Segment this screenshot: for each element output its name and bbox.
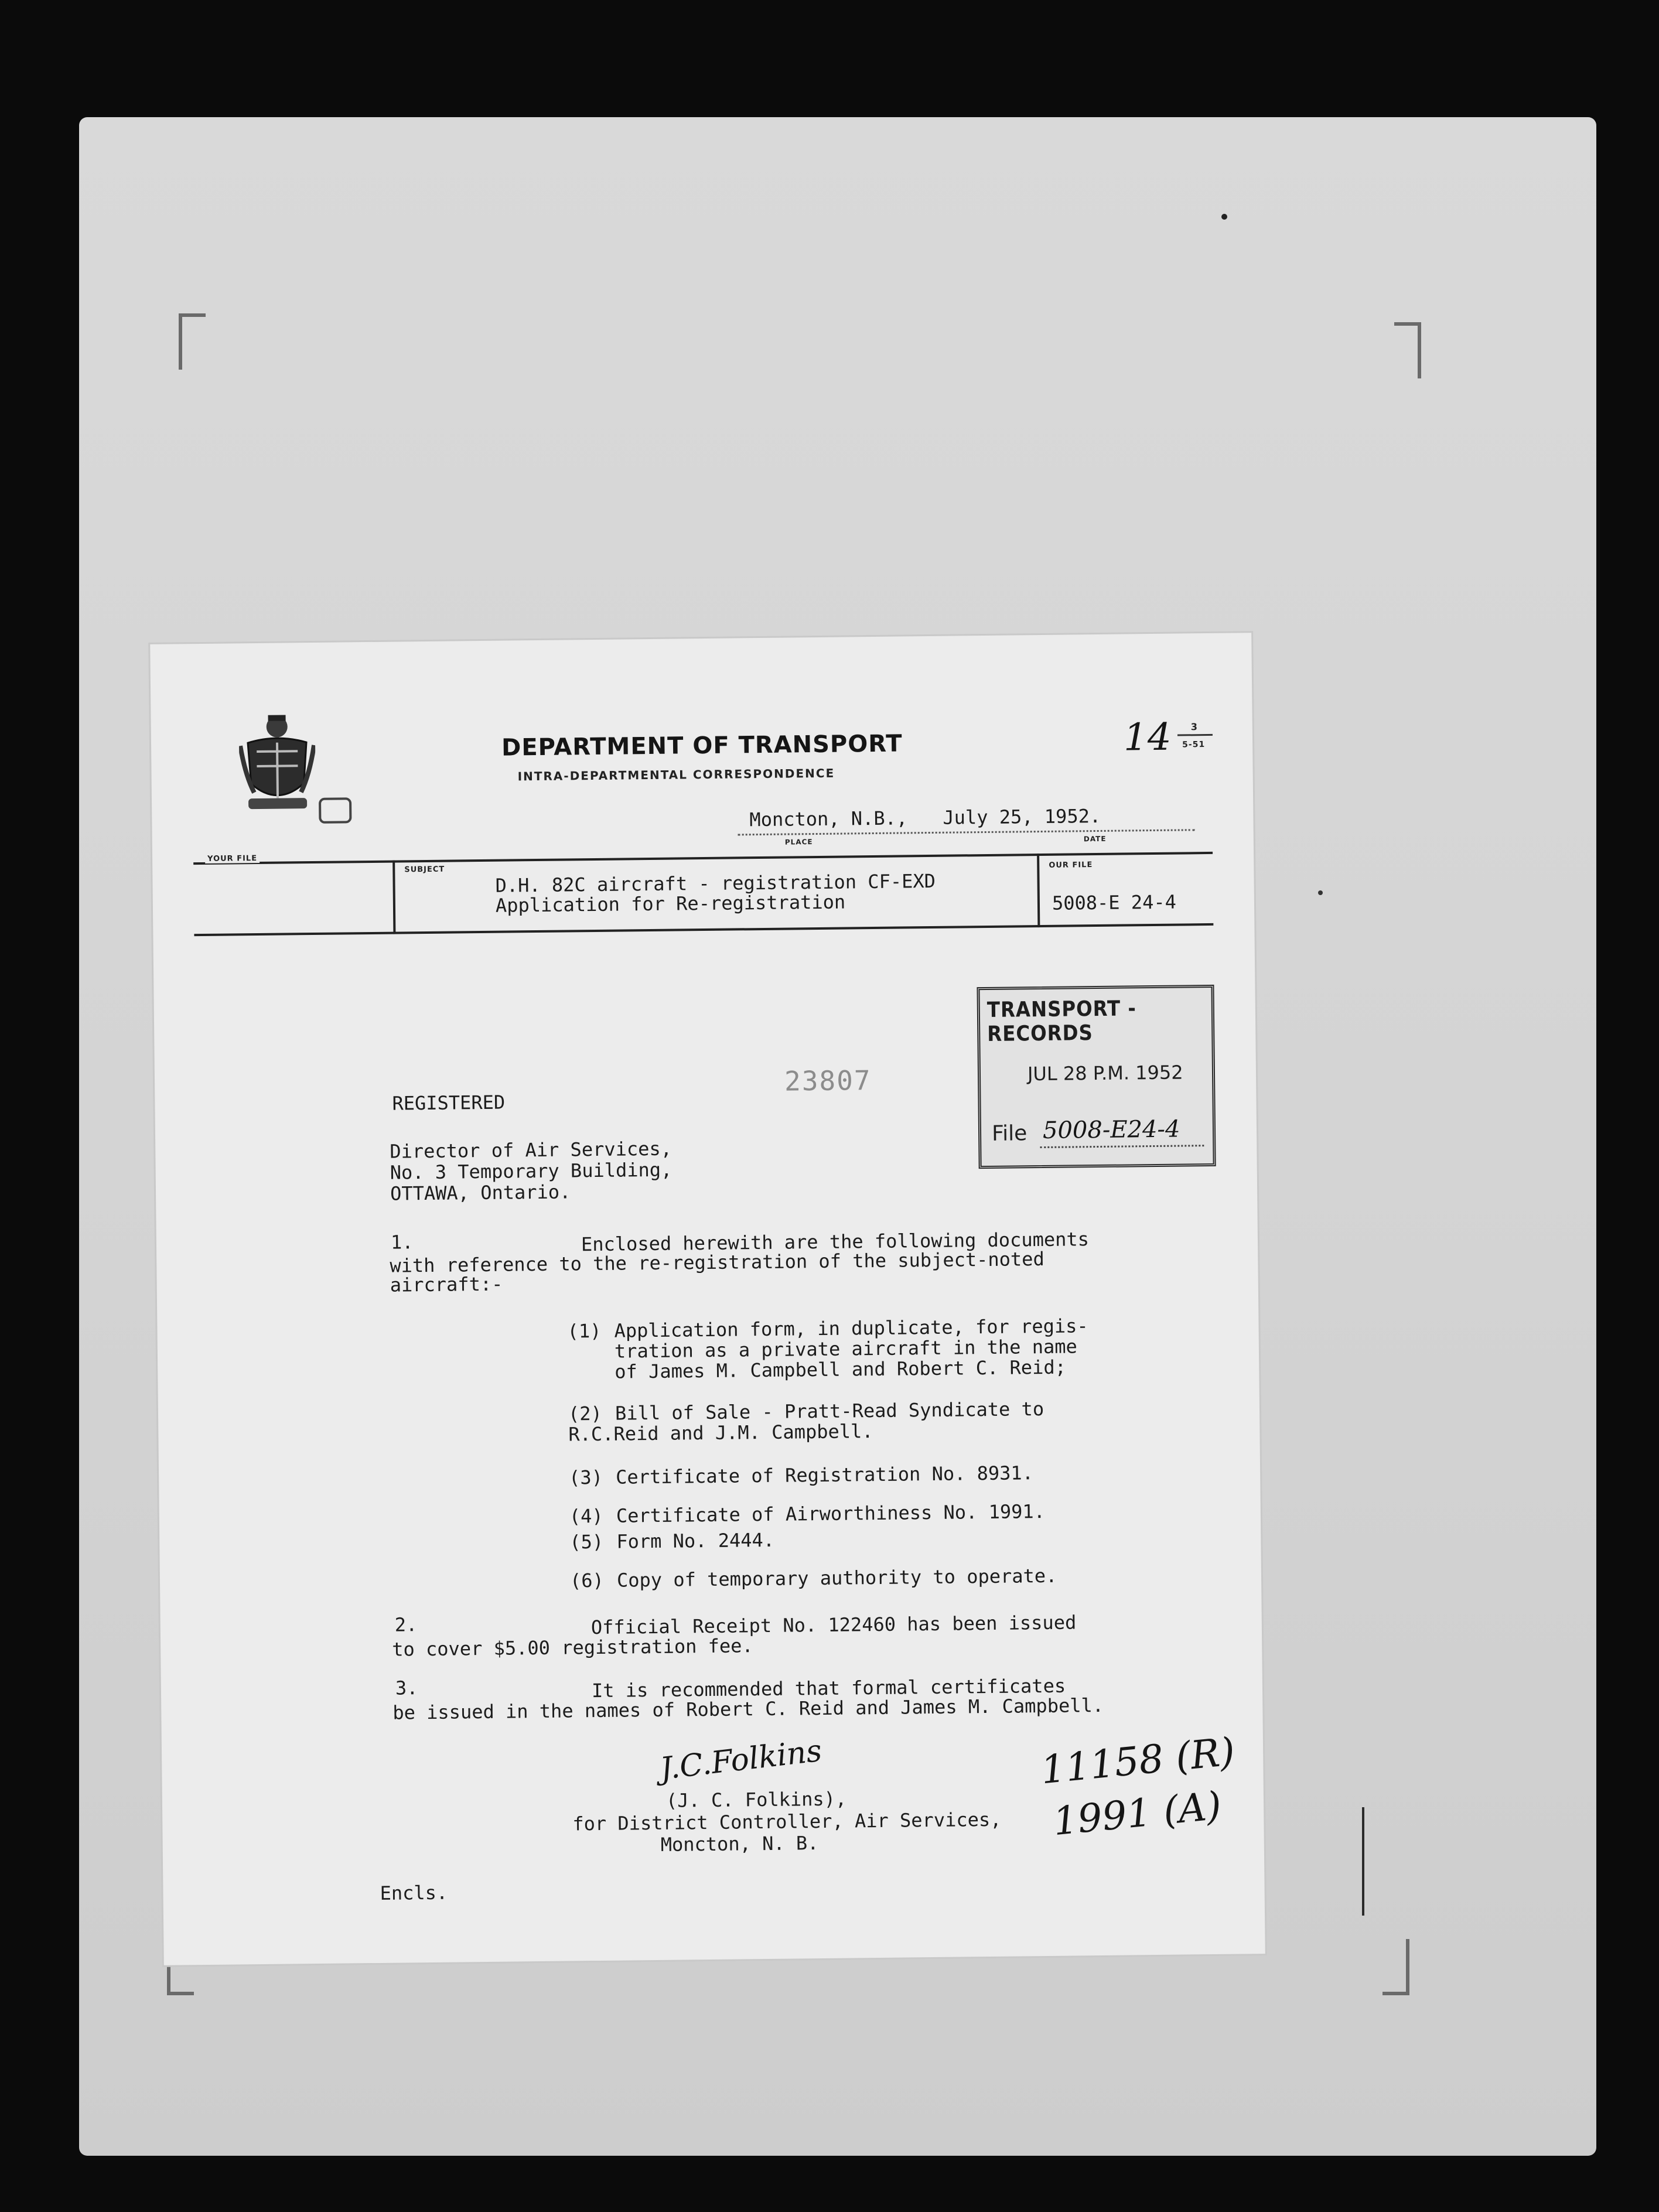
stamp-file-label: File xyxy=(991,1121,1028,1146)
item-4-number: (4) xyxy=(569,1504,603,1528)
item-6-line-1: Copy of temporary authority to operate. xyxy=(616,1564,1057,1592)
para3-line-1: It is recommended that formal certificates xyxy=(591,1674,1066,1702)
item-3-number: (3) xyxy=(568,1466,603,1489)
stamp-file-underline xyxy=(1040,1145,1204,1148)
place-label: PLACE xyxy=(784,838,813,846)
item-6-number: (6) xyxy=(569,1569,605,1592)
form-code-rule xyxy=(1177,734,1213,736)
dust-speck xyxy=(1318,890,1323,895)
item-1-number: (1) xyxy=(567,1319,602,1343)
stamp-title: TRANSPORT - RECORDS xyxy=(986,996,1137,1046)
registered-label: REGISTERED xyxy=(392,1091,506,1115)
para2-number: 2. xyxy=(394,1613,418,1636)
item-2-line-2: R.C.Reid and J.M. Campbell. xyxy=(568,1420,873,1446)
handwritten-page-mark: 14 xyxy=(1123,715,1172,760)
coat-of-arms-icon xyxy=(238,710,316,819)
stamp-date: JUL 28 P.M. 1952 xyxy=(1027,1061,1183,1085)
para2-line-2: to cover $5.00 registration fee. xyxy=(392,1634,753,1661)
margin-rule xyxy=(1362,1807,1364,1916)
transport-records-stamp xyxy=(977,985,1216,1169)
signer-title: for District Controller, Air Services, xyxy=(572,1808,1002,1835)
subject-line-1: D.H. 82C aircraft - registration CF-EXD xyxy=(495,869,936,897)
item-1-line-2: tration as a private aircraft in the name xyxy=(614,1335,1077,1363)
serial-number-stamp: 23807 xyxy=(784,1064,872,1097)
address-line-1: Director of Air Services, xyxy=(390,1137,673,1163)
stamp-file-number: 5008-E24-4 xyxy=(1042,1115,1180,1144)
handwritten-note-line-2: 1991 (A) xyxy=(1051,1783,1224,1845)
paper-clip-mark xyxy=(319,797,351,824)
correspondence-subtitle: INTRA-DEPARTMENTAL CORRESPONDENCE xyxy=(517,766,835,784)
crop-mark-bottom-right xyxy=(1383,1939,1409,1995)
form-page-number: 3 xyxy=(1190,721,1199,733)
address-line-2: No. 3 Temporary Building, xyxy=(390,1158,673,1184)
item-1-line-3: of James M. Campbell and Robert C. Reid; xyxy=(615,1356,1067,1383)
item-2-number: (2) xyxy=(568,1402,603,1425)
our-file-value: 5008-E 24-4 xyxy=(1052,890,1177,914)
para1-line-3: aircraft:- xyxy=(390,1272,503,1296)
item-4-line-1: Certificate of Airworthiness No. 1991. xyxy=(616,1500,1046,1527)
para1-number: 1. xyxy=(390,1231,414,1254)
subject-line-2: Application for Re-registration xyxy=(495,890,846,917)
date-value: July 25, 1952. xyxy=(943,804,1101,829)
item-5-number: (5) xyxy=(569,1530,604,1554)
department-title: DEPARTMENT OF TRANSPORT xyxy=(501,730,903,762)
para1-line-2: with reference to the re-registration of the subject-noted xyxy=(390,1247,1044,1277)
file-row-bottom-rule xyxy=(194,923,1213,936)
item-3-line-1: Certificate of Registration No. 8931. xyxy=(615,1462,1034,1489)
enclosures-label: Encls. xyxy=(380,1881,448,1904)
para2-line-1: Official Receipt No. 122460 has been issued xyxy=(590,1611,1077,1639)
item-5-line-1: Form No. 2444. xyxy=(616,1528,775,1553)
form-code: 5-51 xyxy=(1182,740,1206,750)
subject-label: SUBJECT xyxy=(404,865,445,875)
signer-place: Moncton, N. B. xyxy=(660,1832,819,1856)
signature: J.C.Folkins xyxy=(658,1733,824,1787)
para3-line-2: be issued in the names of Robert C. Reid and James M. Campbell. xyxy=(392,1694,1104,1724)
crop-mark-top-left xyxy=(179,313,206,370)
item-2-line-1: Bill of Sale - Pratt-Read Syndicate to xyxy=(615,1397,1044,1425)
date-label: DATE xyxy=(1083,834,1107,844)
crop-mark-top-right xyxy=(1394,322,1421,378)
para1-line-1: Enclosed herewith are the following documents xyxy=(581,1228,1090,1256)
item-1-line-1: Application form, in duplicate, for regis- xyxy=(614,1315,1088,1342)
place-value: Moncton, N.B., xyxy=(749,807,908,831)
file-row-divider-1 xyxy=(392,861,395,934)
signer-name: (J. C. Folkins), xyxy=(665,1787,847,1812)
file-row-divider-2 xyxy=(1037,854,1040,927)
dust-speck xyxy=(1221,214,1227,220)
our-file-label: OUR FILE xyxy=(1049,861,1093,870)
your-file-label: YOUR FILE xyxy=(205,854,260,863)
handwritten-note-line-1: 11158 (R) xyxy=(1039,1729,1237,1793)
para3-number: 3. xyxy=(395,1677,418,1699)
letter-paper xyxy=(150,633,1265,1965)
address-line-3: OTTAWA, Ontario. xyxy=(390,1180,571,1205)
